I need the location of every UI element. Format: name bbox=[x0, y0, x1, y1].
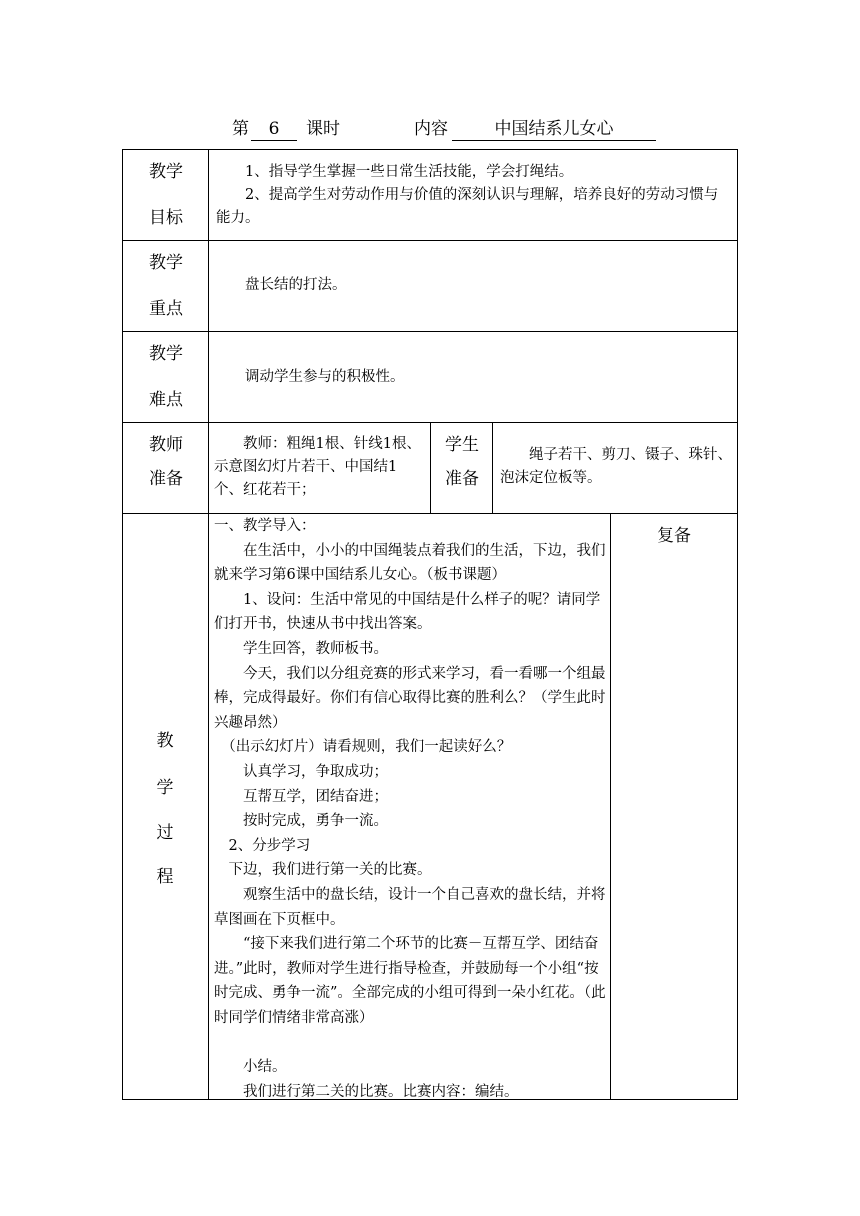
process-line: 按时完成，勇争一流。 bbox=[243, 813, 388, 830]
objectives-label: 教学 目标 bbox=[149, 162, 183, 228]
difficulties-text: 调动学生参与的积极性。 bbox=[245, 369, 405, 385]
process-line: 一、教学导入： bbox=[214, 518, 316, 534]
lesson-number: 6 bbox=[251, 118, 297, 141]
process-line: 在生活中，小小的中国绳装点着我们的生活，下边，我们就来学习第6课中国结系儿女心。（板书课题） bbox=[214, 542, 606, 584]
key-points-label: 教学 重点 bbox=[149, 253, 183, 319]
key-points-text: 盘长结的打法。 bbox=[245, 277, 347, 293]
student-prep-label: 学生 准备 bbox=[445, 435, 479, 489]
objective-item: 1、指导学生掌握一些日常生活技能，学会打绳结。 bbox=[245, 164, 574, 180]
process-line: 下边，我们进行第一关的比赛。 bbox=[228, 862, 432, 879]
lesson-suffix: 课时 bbox=[306, 119, 340, 139]
row-divider bbox=[122, 240, 738, 241]
process-line: 互帮互学，团结奋进； bbox=[243, 788, 388, 805]
process-line: “接下来我们进行第二个环节的比赛－互帮互学、团结奋进。”此时，教师对学生进行指导检查，并鼓励每一个小组“按时完成、勇争一流”。全部完成的小组可得到一朵小红花。（此时同学们情绪非常高涨） bbox=[214, 936, 606, 1026]
review-label: 复备 bbox=[657, 526, 691, 546]
label-column-divider bbox=[208, 149, 209, 1100]
process-line: 小结。 bbox=[243, 1059, 287, 1076]
objective-item: 2、提高学生对劳动作用与价值的深刻认识与理解，培养良好的劳动习惯与能力。 bbox=[216, 187, 719, 226]
process-text bbox=[214, 514, 610, 1104]
process-line: （出示幻灯片）请看规则，我们一起读好么？ bbox=[221, 739, 512, 756]
process-line: 今天，我们以分组竞赛的形式来学习，看一看哪一个组最棒，完成得最好。你们有信心取得比赛的胜利么？（学生此时兴趣昂然） bbox=[214, 665, 606, 731]
lesson-header bbox=[0, 116, 860, 142]
process-line: 学生回答，教师板书。 bbox=[243, 640, 388, 657]
content-label: 内容 bbox=[414, 119, 448, 139]
teacher-prep-label: 教师 准备 bbox=[149, 435, 183, 489]
process-line: 1、设问：生活中常见的中国结是什么样子的呢？请同学们打开书，快速从书中找出答案。 bbox=[214, 591, 601, 633]
difficulties-label: 教学 难点 bbox=[149, 344, 183, 410]
process-line: 认真学习，争取成功； bbox=[243, 763, 388, 780]
teacher-prep-text: 教师：粗绳1根、针线1根、示意图幻灯片若干、中国结1个、红花若干； bbox=[214, 436, 421, 498]
process-line: 我们进行第二关的比赛。比赛内容：编结。 bbox=[243, 1083, 519, 1100]
objectives-text bbox=[216, 161, 732, 230]
process-line: 观察生活中的盘长结，设计一个自己喜欢的盘长结，并将草图画在下页框中。 bbox=[214, 886, 606, 928]
prep-divider bbox=[492, 422, 493, 513]
content-title: 中国结系儿女心 bbox=[452, 118, 656, 141]
row-divider bbox=[122, 331, 738, 332]
process-line: 2、分步学习 bbox=[228, 837, 311, 854]
student-prep-text: 绳子若干、剪刀、镊子、珠针、泡沫定位板等。 bbox=[500, 447, 732, 486]
review-column-divider bbox=[610, 513, 611, 1100]
lesson-prefix: 第 bbox=[232, 119, 249, 139]
prep-divider bbox=[430, 422, 431, 513]
